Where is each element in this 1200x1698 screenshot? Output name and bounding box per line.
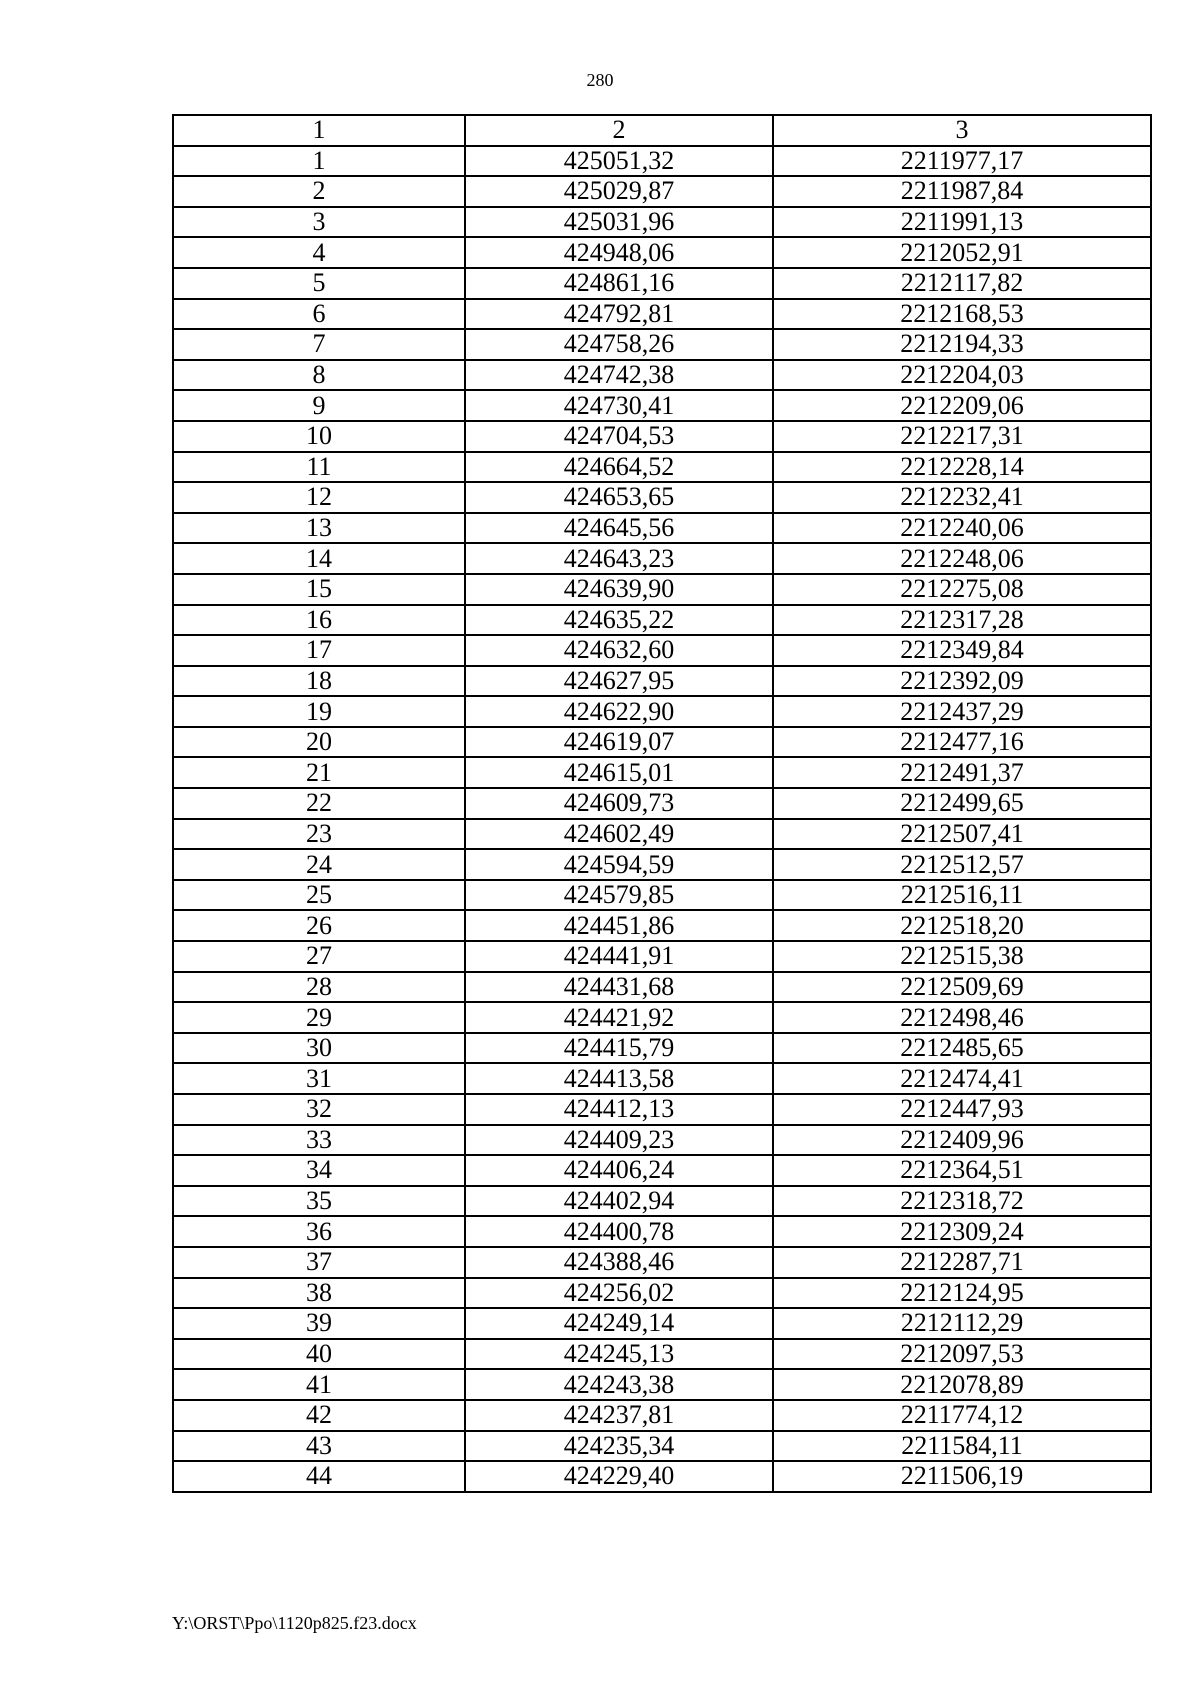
x-coordinate-cell: 424237,81	[465, 1400, 773, 1431]
y-coordinate-cell: 2212204,03	[773, 360, 1151, 391]
y-coordinate-cell: 2212232,41	[773, 482, 1151, 513]
x-coordinate-cell: 424948,06	[465, 237, 773, 268]
table-row	[173, 1431, 1151, 1462]
y-coordinate-cell: 2212392,09	[773, 666, 1151, 697]
table-row	[173, 910, 1151, 941]
y-coordinate-cell: 2212317,28	[773, 605, 1151, 636]
y-coordinate-cell: 2211991,13	[773, 207, 1151, 238]
y-coordinate-cell: 2211987,84	[773, 176, 1151, 207]
x-coordinate-cell: 424792,81	[465, 299, 773, 330]
x-coordinate-cell: 425029,87	[465, 176, 773, 207]
x-coordinate-cell: 424639,90	[465, 574, 773, 605]
x-coordinate-cell: 424256,02	[465, 1278, 773, 1309]
point-number-cell: 20	[173, 727, 465, 758]
y-coordinate-cell: 2212349,84	[773, 635, 1151, 666]
table-row	[173, 299, 1151, 330]
point-number-cell: 21	[173, 757, 465, 788]
x-coordinate-cell: 424415,79	[465, 1033, 773, 1064]
point-number-cell: 40	[173, 1339, 465, 1370]
table-row	[173, 1278, 1151, 1309]
table-row	[173, 513, 1151, 544]
point-number-cell: 43	[173, 1431, 465, 1462]
point-number-cell: 44	[173, 1461, 465, 1492]
point-number-cell: 37	[173, 1247, 465, 1278]
point-number-cell: 41	[173, 1369, 465, 1400]
point-number-cell: 35	[173, 1186, 465, 1217]
table-row	[173, 941, 1151, 972]
point-number-cell: 30	[173, 1033, 465, 1064]
column-header: 3	[773, 115, 1151, 146]
x-coordinate-cell: 424431,68	[465, 972, 773, 1003]
y-coordinate-cell: 2212287,71	[773, 1247, 1151, 1278]
y-coordinate-cell: 2212509,69	[773, 972, 1151, 1003]
y-coordinate-cell: 2211506,19	[773, 1461, 1151, 1492]
y-coordinate-cell: 2212516,11	[773, 880, 1151, 911]
table-row	[173, 1033, 1151, 1064]
x-coordinate-cell: 424409,23	[465, 1125, 773, 1156]
table-row	[173, 482, 1151, 513]
point-number-cell: 5	[173, 268, 465, 299]
y-coordinate-cell: 2212240,06	[773, 513, 1151, 544]
point-number-cell: 13	[173, 513, 465, 544]
footer-file-path: Y:\ORST\Ppo\1120p825.f23.docx	[172, 1613, 417, 1633]
y-coordinate-cell: 2212474,41	[773, 1063, 1151, 1094]
x-coordinate-cell: 424229,40	[465, 1461, 773, 1492]
table-row	[173, 1369, 1151, 1400]
table-row	[173, 421, 1151, 452]
table-row	[173, 1186, 1151, 1217]
table-row	[173, 207, 1151, 238]
y-coordinate-cell: 2212477,16	[773, 727, 1151, 758]
point-number-cell: 12	[173, 482, 465, 513]
point-number-cell: 19	[173, 696, 465, 727]
table-row	[173, 849, 1151, 880]
y-coordinate-cell: 2212078,89	[773, 1369, 1151, 1400]
x-coordinate-cell: 424388,46	[465, 1247, 773, 1278]
table-row	[173, 360, 1151, 391]
point-number-cell: 31	[173, 1063, 465, 1094]
point-number-cell: 27	[173, 941, 465, 972]
x-coordinate-cell: 424602,49	[465, 819, 773, 850]
point-number-cell: 28	[173, 972, 465, 1003]
table-row	[173, 146, 1151, 177]
y-coordinate-cell: 2212515,38	[773, 941, 1151, 972]
x-coordinate-cell: 424406,24	[465, 1155, 773, 1186]
x-coordinate-cell: 424627,95	[465, 666, 773, 697]
y-coordinate-cell: 2212518,20	[773, 910, 1151, 941]
point-number-cell: 23	[173, 819, 465, 850]
x-coordinate-cell: 424451,86	[465, 910, 773, 941]
y-coordinate-cell: 2212507,41	[773, 819, 1151, 850]
table-row	[173, 1339, 1151, 1370]
x-coordinate-cell: 424615,01	[465, 757, 773, 788]
point-number-cell: 29	[173, 1002, 465, 1033]
point-number-cell: 39	[173, 1308, 465, 1339]
y-coordinate-cell: 2212437,29	[773, 696, 1151, 727]
table-header-row	[173, 115, 1151, 146]
table-row	[173, 268, 1151, 299]
x-coordinate-cell: 425031,96	[465, 207, 773, 238]
table-row	[173, 543, 1151, 574]
y-coordinate-cell: 2212364,51	[773, 1155, 1151, 1186]
table-row	[173, 880, 1151, 911]
point-number-cell: 36	[173, 1216, 465, 1247]
x-coordinate-cell: 424742,38	[465, 360, 773, 391]
point-number-cell: 14	[173, 543, 465, 574]
y-coordinate-cell: 2212168,53	[773, 299, 1151, 330]
x-coordinate-cell: 424861,16	[465, 268, 773, 299]
table-row	[173, 1002, 1151, 1033]
table-row	[173, 1125, 1151, 1156]
point-number-cell: 11	[173, 452, 465, 483]
x-coordinate-cell: 424622,90	[465, 696, 773, 727]
point-number-cell: 15	[173, 574, 465, 605]
table-body	[173, 146, 1151, 1492]
column-header: 2	[465, 115, 773, 146]
y-coordinate-cell: 2211774,12	[773, 1400, 1151, 1431]
x-coordinate-cell: 424235,34	[465, 1431, 773, 1462]
x-coordinate-cell: 424635,22	[465, 605, 773, 636]
point-number-cell: 22	[173, 788, 465, 819]
y-coordinate-cell: 2212117,82	[773, 268, 1151, 299]
point-number-cell: 16	[173, 605, 465, 636]
x-coordinate-cell: 424243,38	[465, 1369, 773, 1400]
x-coordinate-cell: 424664,52	[465, 452, 773, 483]
x-coordinate-cell: 424579,85	[465, 880, 773, 911]
point-number-cell: 4	[173, 237, 465, 268]
table-row	[173, 329, 1151, 360]
y-coordinate-cell: 2212194,33	[773, 329, 1151, 360]
x-coordinate-cell: 424632,60	[465, 635, 773, 666]
table-row	[173, 696, 1151, 727]
table-row	[173, 972, 1151, 1003]
y-coordinate-cell: 2212447,93	[773, 1094, 1151, 1125]
table-row	[173, 1094, 1151, 1125]
y-coordinate-cell: 2212228,14	[773, 452, 1151, 483]
table-row	[173, 1216, 1151, 1247]
x-coordinate-cell: 424441,91	[465, 941, 773, 972]
point-number-cell: 9	[173, 390, 465, 421]
table-row	[173, 1461, 1151, 1492]
column-header: 1	[173, 115, 465, 146]
table-row	[173, 788, 1151, 819]
x-coordinate-cell: 424413,58	[465, 1063, 773, 1094]
x-coordinate-cell: 425051,32	[465, 146, 773, 177]
point-number-cell: 32	[173, 1094, 465, 1125]
y-coordinate-cell: 2212498,46	[773, 1002, 1151, 1033]
table-row	[173, 452, 1151, 483]
x-coordinate-cell: 424653,65	[465, 482, 773, 513]
y-coordinate-cell: 2212409,96	[773, 1125, 1151, 1156]
table-row	[173, 819, 1151, 850]
point-number-cell: 33	[173, 1125, 465, 1156]
y-coordinate-cell: 2212248,06	[773, 543, 1151, 574]
table-row	[173, 666, 1151, 697]
x-coordinate-cell: 424609,73	[465, 788, 773, 819]
y-coordinate-cell: 2212485,65	[773, 1033, 1151, 1064]
table-row	[173, 176, 1151, 207]
x-coordinate-cell: 424594,59	[465, 849, 773, 880]
y-coordinate-cell: 2211584,11	[773, 1431, 1151, 1462]
point-number-cell: 18	[173, 666, 465, 697]
point-number-cell: 24	[173, 849, 465, 880]
table-row	[173, 390, 1151, 421]
y-coordinate-cell: 2212318,72	[773, 1186, 1151, 1217]
point-number-cell: 3	[173, 207, 465, 238]
point-number-cell: 2	[173, 176, 465, 207]
x-coordinate-cell: 424245,13	[465, 1339, 773, 1370]
table-row	[173, 1247, 1151, 1278]
table-row	[173, 1400, 1151, 1431]
x-coordinate-cell: 424249,14	[465, 1308, 773, 1339]
coordinates-table	[172, 114, 1152, 1493]
point-number-cell: 7	[173, 329, 465, 360]
point-number-cell: 42	[173, 1400, 465, 1431]
table-row	[173, 757, 1151, 788]
point-number-cell: 38	[173, 1278, 465, 1309]
x-coordinate-cell: 424645,56	[465, 513, 773, 544]
x-coordinate-cell: 424421,92	[465, 1002, 773, 1033]
table-row	[173, 237, 1151, 268]
point-number-cell: 8	[173, 360, 465, 391]
table-row	[173, 574, 1151, 605]
y-coordinate-cell: 2212124,95	[773, 1278, 1151, 1309]
y-coordinate-cell: 2212275,08	[773, 574, 1151, 605]
point-number-cell: 34	[173, 1155, 465, 1186]
x-coordinate-cell: 424400,78	[465, 1216, 773, 1247]
point-number-cell: 26	[173, 910, 465, 941]
y-coordinate-cell: 2212512,57	[773, 849, 1151, 880]
y-coordinate-cell: 2212491,37	[773, 757, 1151, 788]
y-coordinate-cell: 2212499,65	[773, 788, 1151, 819]
point-number-cell: 10	[173, 421, 465, 452]
x-coordinate-cell: 424643,23	[465, 543, 773, 574]
page-number: 280	[586, 70, 614, 90]
table-row	[173, 1063, 1151, 1094]
x-coordinate-cell: 424619,07	[465, 727, 773, 758]
table-row	[173, 727, 1151, 758]
point-number-cell: 25	[173, 880, 465, 911]
y-coordinate-cell: 2212097,53	[773, 1339, 1151, 1370]
y-coordinate-cell: 2211977,17	[773, 146, 1151, 177]
y-coordinate-cell: 2212112,29	[773, 1308, 1151, 1339]
table-row	[173, 605, 1151, 636]
y-coordinate-cell: 2212209,06	[773, 390, 1151, 421]
y-coordinate-cell: 2212217,31	[773, 421, 1151, 452]
table-row	[173, 1308, 1151, 1339]
y-coordinate-cell: 2212052,91	[773, 237, 1151, 268]
x-coordinate-cell: 424402,94	[465, 1186, 773, 1217]
x-coordinate-cell: 424730,41	[465, 390, 773, 421]
point-number-cell: 17	[173, 635, 465, 666]
x-coordinate-cell: 424758,26	[465, 329, 773, 360]
table-row	[173, 1155, 1151, 1186]
x-coordinate-cell: 424704,53	[465, 421, 773, 452]
point-number-cell: 1	[173, 146, 465, 177]
table-row	[173, 635, 1151, 666]
x-coordinate-cell: 424412,13	[465, 1094, 773, 1125]
point-number-cell: 6	[173, 299, 465, 330]
y-coordinate-cell: 2212309,24	[773, 1216, 1151, 1247]
